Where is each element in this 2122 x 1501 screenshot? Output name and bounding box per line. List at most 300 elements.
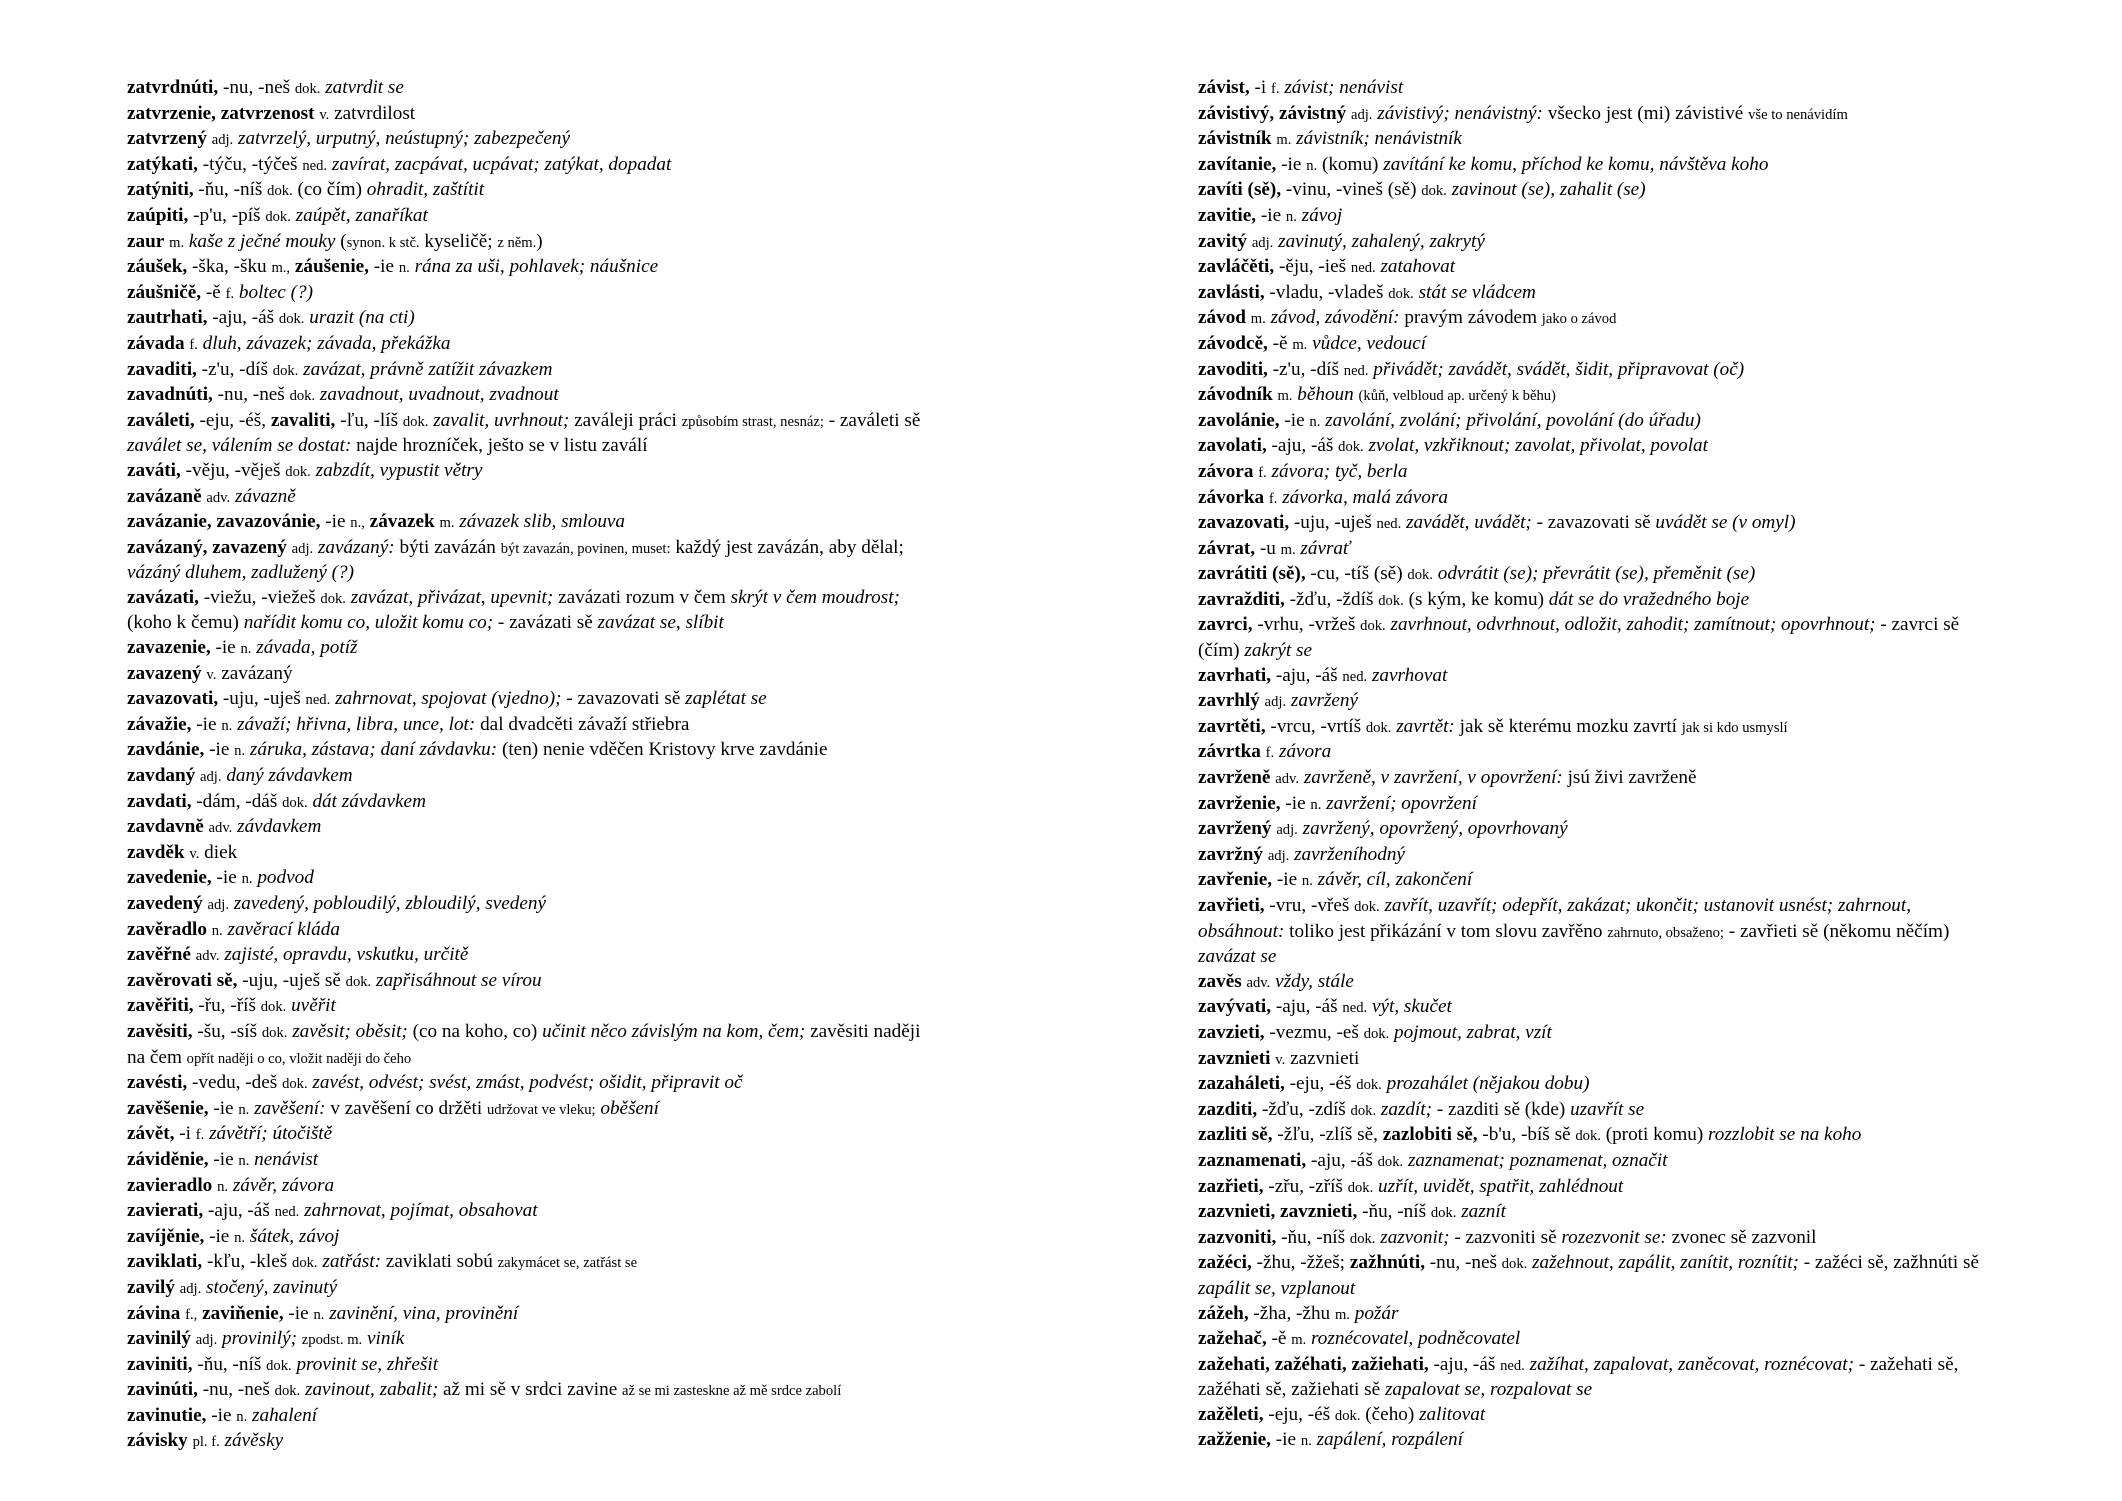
dictionary-entry (127, 662, 927, 688)
dictionary-entry (1198, 995, 1998, 1021)
headword: zavolánie, (1198, 409, 1280, 431)
entry-text: zazvnieti (1285, 1047, 1360, 1069)
entry-text: -cu, -tíš (sě) (1305, 563, 1408, 585)
grammar-note: n. (1309, 413, 1321, 430)
grammar-note: f. (1271, 81, 1280, 97)
grammar-note: adv. (195, 948, 220, 965)
definition: zavěrací kláda (227, 918, 340, 940)
entry-text: zavázati rozum v čem (553, 586, 731, 608)
grammar-note: ned. (274, 1204, 300, 1221)
grammar-note: dok. (1350, 1102, 1377, 1119)
entry-text: kyseličě; (419, 230, 498, 252)
dictionary-entry (127, 536, 927, 586)
entry-text: zavěsiti naději na čem (127, 1020, 926, 1068)
definition: závětří; útočiště (209, 1123, 333, 1145)
entry-text: -dám, -dáš (191, 790, 283, 812)
definition: zavázat, právně zatížit závazkem (303, 358, 553, 380)
entry-text: -i (1249, 77, 1272, 98)
entry-text: -ie (320, 511, 351, 533)
dictionary-entry (1198, 588, 1998, 614)
headword: zažéci, (1198, 1252, 1252, 1274)
dictionary-entry (127, 943, 927, 969)
definition: zavržení; opovržení (1326, 792, 1477, 814)
grammar-note: dok. (1347, 1179, 1374, 1196)
grammar-note: adj. (1276, 822, 1298, 839)
dictionary-entry (127, 738, 927, 764)
definition: zatvrdit se (325, 77, 404, 98)
grammar-note: dok. (267, 183, 293, 200)
definition: zavinout (se), zahalit (se) (1451, 179, 1646, 201)
definition: zavázat se, slíbit (597, 612, 724, 634)
definition: zahalení (252, 1404, 318, 1426)
definition: závod, závodění: (1270, 307, 1400, 329)
definition: zaplétat se (685, 688, 767, 710)
dictionary-entry (127, 687, 927, 713)
definition: závada, potíž (256, 637, 358, 659)
grammar-note: n. (1306, 157, 1318, 174)
entry-text: -ňu, -níš (193, 179, 268, 201)
entry-text: -vru, -vřeš (1264, 895, 1355, 916)
headword: zavěsiti, (127, 1020, 193, 1042)
dictionary-entry (1198, 689, 1998, 715)
grammar-note: adj. (291, 540, 314, 557)
right-column (1198, 76, 1998, 1454)
headword: zažhnúti, (1349, 1252, 1425, 1274)
headword: zaváleti, (127, 409, 195, 431)
definition: zavírat, zacpávat, ucpávat; zatýkat, dopadat (331, 153, 672, 175)
grammar-note: jak si kdo usmyslí (1681, 719, 1788, 736)
grammar-note: dok. (292, 1255, 318, 1272)
definition: zabzdít, vypustit větry (315, 459, 483, 481)
dictionary-entry (1198, 1021, 1998, 1047)
entry-text: každý jest zavázán, aby dělal; (670, 536, 909, 558)
headword: zatvrzenie, zatvrzenost (127, 102, 315, 124)
definition: zavrženě, v zavržení, v opovržení: (1303, 767, 1563, 789)
dictionary-entry (1198, 792, 1998, 818)
entry-text: -aju, -áš (1271, 996, 1343, 1018)
grammar-note: m. (1250, 311, 1266, 328)
dictionary-entry (127, 76, 927, 102)
definition: viník (367, 1328, 405, 1350)
headword: zavázanie, zavazovánie, (127, 511, 321, 533)
grammar-note: f. (189, 336, 198, 353)
grammar-note: n. (236, 1408, 248, 1425)
entry-text: ( (335, 230, 347, 252)
headword: zavěřné (127, 944, 191, 966)
entry-text: -kľu, -kleš (202, 1251, 293, 1273)
dictionary-entry (1198, 281, 1998, 307)
entry-text: -vrhu, -vržeš (1252, 614, 1361, 636)
dictionary-entry (127, 409, 927, 459)
grammar-note: n. (240, 641, 252, 658)
dictionary-entry (1198, 740, 1998, 766)
entry-text: v zavěšení co držěti (325, 1097, 487, 1119)
headword: závrtka (1198, 741, 1261, 763)
dictionary-entry (1198, 613, 1998, 663)
entry-text: zavázaný (216, 662, 293, 684)
definition: vůdce, vedoucí (1312, 332, 1427, 354)
dictionary-entry (127, 764, 927, 790)
entry-text: -ie (206, 1404, 237, 1426)
grammar-note: dok. (294, 81, 321, 97)
definition: závazek slib, smlouva (459, 511, 626, 533)
dictionary-entry (127, 383, 927, 409)
headword: zavitie, (1198, 204, 1257, 226)
definition: rána za uši, pohlavek; náušnice (414, 256, 659, 278)
headword: zavdavně (127, 816, 204, 838)
entry-text: -zřu, -zříš (1263, 1175, 1348, 1197)
definition: zavinutý, zahalený, zakrytý (1278, 230, 1485, 252)
entry-text: -vrcu, -vrtíš (1265, 715, 1366, 737)
entry-text: (komu) (1317, 153, 1384, 175)
entry-text: - zavřieti sě (někomu něčím) (1723, 920, 1955, 942)
entry-text: -žďu, -ždíš (1284, 588, 1379, 610)
headword: zavrtěti, (1198, 715, 1266, 737)
definition: zajisté, opravdu, vskutku, určitě (224, 944, 469, 966)
definition: přivádět; zavádět, svádět, šidit, připravovat (oč) (1373, 358, 1745, 380)
entry-text: -ěju, -ieš (1274, 256, 1351, 278)
grammar-note: ned. (1343, 362, 1369, 379)
definition: zatvrzelý, urputný, neústupný; zabezpečený (238, 128, 570, 150)
grammar-note: adj. (200, 769, 222, 786)
definition: závistivý; nenávistný: (1377, 102, 1543, 124)
grammar-note: m. (169, 234, 185, 251)
entry-text: -ie (283, 1302, 314, 1324)
headword: zavedený (127, 893, 203, 914)
entry-text: -eju, -éš, (194, 409, 271, 431)
left-column (127, 76, 927, 1455)
entry-text: jsú živi zavrženě (1562, 767, 1697, 789)
dictionary-entry (1198, 153, 1998, 179)
definition: zazvonit; (1380, 1226, 1450, 1248)
dictionary-entry (127, 1020, 927, 1071)
headword: zavdaný (127, 765, 196, 787)
entry-text: -eju, -éš (1284, 1073, 1357, 1095)
entry-text: -nu, -neš (1425, 1252, 1502, 1274)
entry-text: - zažehati sě, zažéhati sě, zažiehati sě (1198, 1353, 1964, 1401)
headword: závazek (369, 511, 435, 533)
grammar-note: n. (238, 1101, 250, 1118)
entry-text: -vezmu, -eš (1264, 1021, 1364, 1043)
definition: roznécovatel, podněcovatel (1311, 1328, 1521, 1350)
definition: závorka, malá závora (1282, 486, 1448, 508)
headword: zavoditi, (1198, 358, 1268, 380)
headword: závodník (1198, 384, 1273, 406)
grammar-note: dok. (1349, 1230, 1376, 1247)
entry-text: -ě (1267, 332, 1293, 354)
headword: zavláčěti, (1198, 256, 1275, 278)
dictionary-entry (1198, 1226, 1998, 1252)
dictionary-entry (1198, 1353, 1998, 1403)
grammar-note: dok. (1354, 899, 1380, 915)
entry-text: dal dvadcěti závaží střiebra (475, 713, 690, 735)
entry-text: -žha, -žhu (1248, 1302, 1335, 1324)
dictionary-entry (1198, 1072, 1998, 1098)
dictionary-entry (127, 1404, 927, 1430)
grammar-note: adv. (1275, 771, 1300, 788)
grammar-note: dok. (278, 311, 305, 328)
entry-text: -nu, -neš (197, 1379, 275, 1401)
dictionary-entry (127, 1097, 927, 1123)
headword: zavlásti, (1198, 281, 1265, 303)
definition: pojmout, zabrat, vzít (1394, 1021, 1552, 1043)
entry-text: -ie (1272, 869, 1302, 891)
dictionary-entry (1198, 868, 1998, 894)
headword: zavinutie, (127, 1404, 207, 1426)
definition: závěr, cíl, zakončení (1317, 869, 1473, 891)
grammar-note: pl. f. (192, 1434, 220, 1451)
headword: zavazovati, (127, 688, 219, 710)
definition: zaúpět, zanaříkat (295, 204, 428, 226)
grammar-note: adv. (206, 489, 231, 506)
entry-text: -aju, -áš (1266, 435, 1339, 457)
grammar-note: dok. (1501, 1256, 1528, 1273)
entry-text: - zazditi sě (kde) (1432, 1098, 1571, 1120)
headword: závisky (127, 1430, 188, 1452)
entry-text: -uju, -uješ sě (237, 969, 346, 991)
dictionary-entry (1198, 1302, 1998, 1328)
definition: závěr, závora (232, 1174, 335, 1196)
dictionary-entry (127, 178, 927, 204)
entry-text: - zažéci sě, zažhnúti sě (1798, 1252, 1984, 1274)
grammar-note: v. (189, 845, 200, 862)
entry-text: -ňu, -níš (1276, 1226, 1350, 1248)
entry-text: -šu, -síš (192, 1020, 262, 1042)
definition: vázáný dluhem, zadlužený (?) (127, 562, 354, 584)
grammar-note: n. (241, 871, 253, 888)
entry-text: -týču, -týčeš (197, 153, 303, 175)
grammar-note: adj. (195, 1332, 218, 1349)
entry-text: -ě (1266, 1328, 1292, 1350)
definition: rozzlobit se na koho (1708, 1124, 1862, 1146)
dictionary-entry (1198, 894, 1998, 970)
grammar-note: dok. (265, 208, 291, 225)
grammar-note: dok. (261, 1024, 288, 1041)
definition: záruka, zástava; daní závdavku: (249, 739, 498, 761)
headword: zavrhati, (1198, 664, 1272, 686)
definition: zvolat, vzkřiknout; zavolat, přivolat, povolat (1368, 435, 1708, 457)
dictionary-entry (1198, 537, 1998, 563)
entry-text: -ie (1256, 204, 1286, 226)
entry-text: -žhu, -žžeš; (1251, 1252, 1350, 1274)
headword: záušek, (127, 256, 188, 278)
headword: záušenie, (294, 256, 369, 278)
dictionary-entry (127, 1353, 927, 1379)
headword: zavržný (1198, 843, 1264, 865)
grammar-note: m. (439, 515, 455, 532)
dictionary-entry (1198, 1251, 1998, 1301)
headword: zavražditi, (1198, 588, 1285, 610)
definition: uzřít, uvidět, spatřit, zahlédnout (1378, 1175, 1624, 1197)
headword: zaviňenie, (202, 1302, 284, 1324)
entry-text: -u (1255, 537, 1281, 559)
entry-text: (s kým, ke komu) (1403, 588, 1549, 610)
grammar-note: dok. (1356, 1077, 1382, 1094)
grammar-note: f. (1268, 490, 1278, 507)
grammar-note: m. (1276, 132, 1292, 149)
grammar-note: dok. (402, 413, 429, 430)
headword: zavedenie, (127, 867, 212, 889)
headword: zavržený (1198, 818, 1272, 840)
dictionary-entry (127, 1148, 927, 1174)
entry-text: -aju, -áš (203, 1200, 275, 1222)
grammar-note: z něm. (497, 234, 537, 251)
definition: ohradit, zaštítit (366, 179, 485, 201)
definition: učinit něco závislým na kom, čem; (542, 1020, 806, 1042)
headword: zaznamenati, (1198, 1149, 1307, 1171)
grammar-note: dok. (1378, 592, 1404, 609)
entry-text: - zavrci sě (čím) (1198, 614, 1964, 662)
definition: stočený, zavinutý (206, 1276, 338, 1298)
definition: nenávist (254, 1148, 319, 1170)
dictionary-entry (127, 1302, 927, 1328)
grammar-note: zakymácet se, zatřást se (497, 1255, 638, 1272)
grammar-note: m. (1291, 1332, 1307, 1349)
headword: zazaháleti, (1198, 1073, 1285, 1095)
definition: provinit se, zhřešit (296, 1353, 439, 1375)
headword: zážeh, (1198, 1302, 1249, 1324)
headword: zavzieti, (1198, 1021, 1265, 1043)
grammar-note: adv. (1246, 974, 1271, 991)
headword: zavilý (127, 1276, 175, 1298)
entry-text: zvonec sě zazvonil (1666, 1226, 1817, 1248)
headword: zaviklati, (127, 1251, 203, 1273)
headword: zaúpiti, (127, 204, 189, 226)
dictionary-entry (1198, 664, 1998, 690)
grammar-note: adj. (1267, 847, 1290, 864)
grammar-note: v. (206, 666, 217, 683)
dictionary-entry (1198, 76, 1998, 102)
headword: zavadnúti, (127, 384, 213, 406)
grammar-note: m. (1280, 541, 1296, 558)
entry-text: -ľu, -líš (335, 409, 403, 431)
grammar-note: dok. (260, 999, 287, 1016)
headword: zavitý (1198, 230, 1248, 252)
definition: zavedený, pobloudilý, zbloudilý, svedený (233, 893, 547, 914)
grammar-note: dok. (1360, 618, 1386, 635)
definition: zažíhat, zapalovat, zaněcovat, roznécovat; (1529, 1353, 1855, 1375)
grammar-note: n. (221, 717, 233, 734)
definition: závora (1278, 741, 1332, 763)
grammar-note: n. (1300, 1433, 1312, 1450)
headword: zavěs (1198, 970, 1242, 992)
definition: závist; nenávist (1284, 77, 1404, 98)
entry-text: až mi sě v srdci zavine (438, 1379, 623, 1401)
headword: zavolati, (1198, 435, 1267, 457)
grammar-note: ned. (1376, 516, 1402, 533)
dictionary-entry (1198, 1047, 1998, 1073)
dictionary-entry (1198, 178, 1998, 204)
headword: závistník (1198, 128, 1272, 150)
headword: zažehati, zažéhati, zažiehati, (1198, 1353, 1429, 1375)
dictionary-entry (1198, 102, 1998, 128)
grammar-note: dok. (1363, 1025, 1390, 1042)
dictionary-entry (127, 127, 927, 153)
dictionary-entry (127, 1174, 927, 1200)
dictionary-entry (1198, 460, 1998, 486)
dictionary-entry (1198, 358, 1998, 384)
grammar-note: adj. (1350, 106, 1373, 123)
dictionary-entry (127, 230, 927, 256)
dictionary-entry (127, 815, 927, 841)
entry-text: -aju, -áš (207, 307, 279, 329)
grammar-note: n. (238, 1152, 250, 1169)
headword: zavznieti (1198, 1047, 1271, 1069)
definition: uvěřit (291, 995, 336, 1017)
headword: závist, (1198, 77, 1250, 98)
dictionary-entry (127, 994, 927, 1020)
grammar-note: dok. (1407, 567, 1433, 584)
entry-text: - zavázati sě (493, 612, 598, 634)
grammar-note: dok. (1421, 183, 1447, 200)
entry-text: -ie (210, 637, 241, 659)
headword: zavrženě (1198, 767, 1271, 789)
headword: závět, (127, 1123, 175, 1145)
entry-text: -b'u, -bíš sě (1477, 1124, 1576, 1146)
grammar-note: dok. (1388, 285, 1414, 302)
headword: zatýkati, (127, 153, 198, 175)
headword: zavazenie, (127, 637, 211, 659)
dictionary-entry (127, 459, 927, 485)
headword: zavrátiti (sě), (1198, 563, 1306, 585)
entry-text: -i (174, 1123, 196, 1145)
dictionary-entry (1198, 204, 1998, 230)
dictionary-entry (127, 969, 927, 995)
entry-text: -nu, -neš (212, 384, 290, 406)
definition: zavádět, uvádět; (1406, 512, 1532, 534)
entry-text: jak sě kterému mozku zavrtí (1454, 715, 1682, 737)
headword: zavieradlo (127, 1174, 213, 1196)
definition: zavržený, opovržený, opovrhovaný (1302, 818, 1568, 840)
grammar-note: adj. (1251, 234, 1274, 251)
headword: záušničě, (127, 281, 202, 303)
headword: závora (1198, 460, 1254, 482)
grammar-note: dok. (272, 362, 299, 379)
definition: stát se vládcem (1418, 281, 1536, 303)
grammar-note: dok. (1575, 1128, 1601, 1145)
entry-text: -ie (1270, 1429, 1301, 1451)
grammar-note: jako o závod (1541, 311, 1617, 328)
grammar-note: ned. (1342, 668, 1368, 685)
definition: zalitovat (1419, 1403, 1486, 1425)
grammar-note: f., (185, 1306, 198, 1323)
entry-text: najde hrozníček, ješto se v listu zaválí (351, 435, 648, 457)
dictionary-entry (127, 1199, 927, 1225)
grammar-note: opřít naději o co, vložit naději do čeho (186, 1050, 412, 1067)
entry-text: (proti komu) (1600, 1124, 1709, 1146)
definition: zapřisáhnout se vírou (376, 969, 542, 991)
grammar-note: f. (1265, 745, 1275, 762)
grammar-note: n. (234, 743, 246, 760)
dictionary-entry (127, 1071, 927, 1097)
grammar-note: (kůň, velbloud ap. určený k běhu) (1358, 388, 1556, 405)
dictionary-entry (127, 485, 927, 511)
dictionary-entry (1198, 817, 1998, 843)
headword: zaváti, (127, 459, 181, 481)
headword: zavinilý (127, 1328, 191, 1350)
definition: zavřít, uzavřít; odepřít, zakázat; ukončit; ustanovit usnést; zahrnout, obsáhnout: (1198, 895, 1916, 942)
definition: zahrnovat, spojovat (vjedno); (335, 688, 562, 710)
definition: odvrátit (se); převrátit (se), přeměnit (se) (1437, 563, 1756, 585)
entry-text: -žďu, -zdíš (1257, 1098, 1351, 1120)
definition: uzavřít se (1570, 1098, 1645, 1120)
dictionary-entry (1198, 1327, 1998, 1353)
definition: zatahovat (1380, 256, 1456, 278)
dictionary-entry (127, 204, 927, 230)
entry-text: -ie (204, 1225, 235, 1247)
headword: závada (127, 332, 185, 354)
dictionary-entry (127, 1276, 927, 1302)
